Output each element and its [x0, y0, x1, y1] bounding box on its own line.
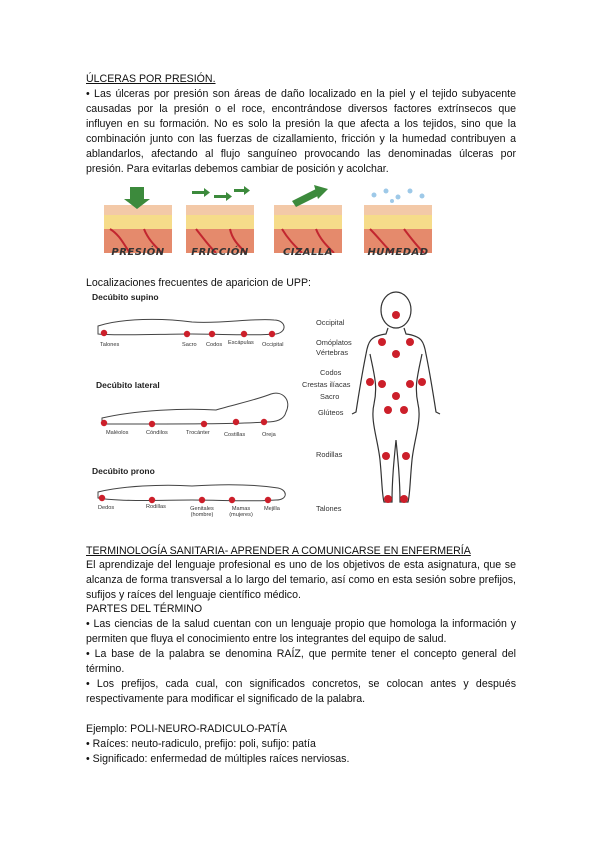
lateral-point: Costillas [224, 432, 246, 438]
bullet-item: • La base de la palabra se denomina RAÍZ, que permite tener el concepto general del término. [86, 647, 516, 677]
prono-point: Genitales (hombre) [190, 506, 214, 518]
lateral-figure [96, 380, 296, 432]
body-label: Talones [316, 504, 342, 513]
ejemplo-bullet: • Raíces: neuto-radiculo, prefijo: poli, sufijo: patía [86, 737, 516, 752]
lateral-point: Cóndilos [146, 430, 168, 436]
body-label: Codos [320, 368, 342, 377]
bullet-item: • Las ciencias de la salud cuentan con un lenguaje propio que homologa la información y permiten que fluya el conocimiento entre los integrantes del equipo de salud. [86, 617, 516, 647]
prono-point: Dedos [98, 505, 115, 511]
section-title-terminologia: TERMINOLOGÍA SANITARIA- APRENDER A COMUNICARSE EN ENFERMERÍA [86, 545, 471, 557]
body-label: Crestas ilíacas [302, 380, 351, 389]
body-back-figure [340, 290, 450, 512]
body-label: Omóplatos [316, 338, 352, 347]
label-presion: PRESIÓN [111, 247, 165, 258]
bullet-item: • Los prefijos, cada cual, con significados concretos, se colocan antes y después respectivamente para modificar el significado de la palabra. [86, 677, 516, 707]
supino-point: Escápulas [228, 340, 254, 346]
ejemplo-heading: Ejemplo: POLI-NEURO-RADICULO-PATÍA [86, 723, 287, 735]
supino-point: Occipital [262, 342, 284, 348]
body-label: Glúteos [318, 408, 344, 417]
lateral-point: Maléolos [106, 430, 129, 436]
pressure-illustration [104, 185, 172, 253]
paragraph-ulceras: • Las úlceras por presión son áreas de daño localizado en la piel y el tejido subyacente causadas por la presión o el roce, encontrándose diversos factores extrínsecos que influyen en su formación. No es solo la presión la que afecta a los tejidos, sino que la combinación junto con las fuerzas de cizallamiento, fricción y la humedad contribuyen a ablandarlos, afectando al flujo sanguíneo provocando las denominadas úlceras por presión. Para evitarlas debemos cambiar de posición y acolchar. [86, 87, 516, 177]
label-humedad: HUMEDAD [367, 247, 429, 258]
shear-illustration [274, 185, 342, 253]
prono-point: Rodillas [146, 504, 166, 510]
shear-arrow-icon [292, 185, 328, 207]
body-label: Rodillas [316, 450, 343, 459]
moisture-drops-icon [372, 189, 425, 204]
supino-title: Decúbito supino [92, 292, 159, 302]
friction-arrows-icon [192, 186, 250, 201]
label-cizalla: CIZALLA [282, 247, 334, 258]
paragraph-intro: El aprendizaje del lenguaje profesional es uno de los objetivos de esta asignatura, que se alcanza de forma transversal a lo largo del temario, así como en esta sesión sobre prefijos, sufijos y raíces del lenguaje científico médico. [86, 559, 516, 601]
lateral-title: Decúbito lateral [96, 380, 160, 390]
supino-point: Codos [206, 342, 223, 348]
body-label: Vértebras [316, 348, 349, 357]
friction-illustration [186, 185, 254, 253]
partes-heading: PARTES DEL TÉRMINO [86, 603, 203, 615]
supino-point: Sacro [182, 342, 197, 348]
lateral-point: Oreja [262, 432, 276, 438]
ejemplo-bullet: • Significado: enfermedad de múltiples raíces nerviosas. [86, 752, 516, 767]
lateral-point: Trocánter [186, 430, 210, 436]
prone-figure [92, 474, 292, 506]
prono-point: Mejilla [264, 506, 280, 512]
prono-title: Decúbito prono [92, 466, 155, 476]
section-title-ulceras: ÚLCERAS POR PRESIÓN. [86, 73, 216, 85]
prono-point: Mamas (mujeres) [229, 506, 253, 518]
moisture-illustration [364, 185, 432, 253]
body-label: Sacro [320, 392, 340, 401]
localizaciones-heading: Localizaciones frecuentes de aparicion de UPP: [86, 277, 311, 289]
body-label: Occipital [316, 318, 345, 327]
supino-point: Talones [100, 342, 120, 348]
label-friccion: FRICCIÓN [191, 247, 249, 258]
supine-figure [92, 306, 292, 346]
